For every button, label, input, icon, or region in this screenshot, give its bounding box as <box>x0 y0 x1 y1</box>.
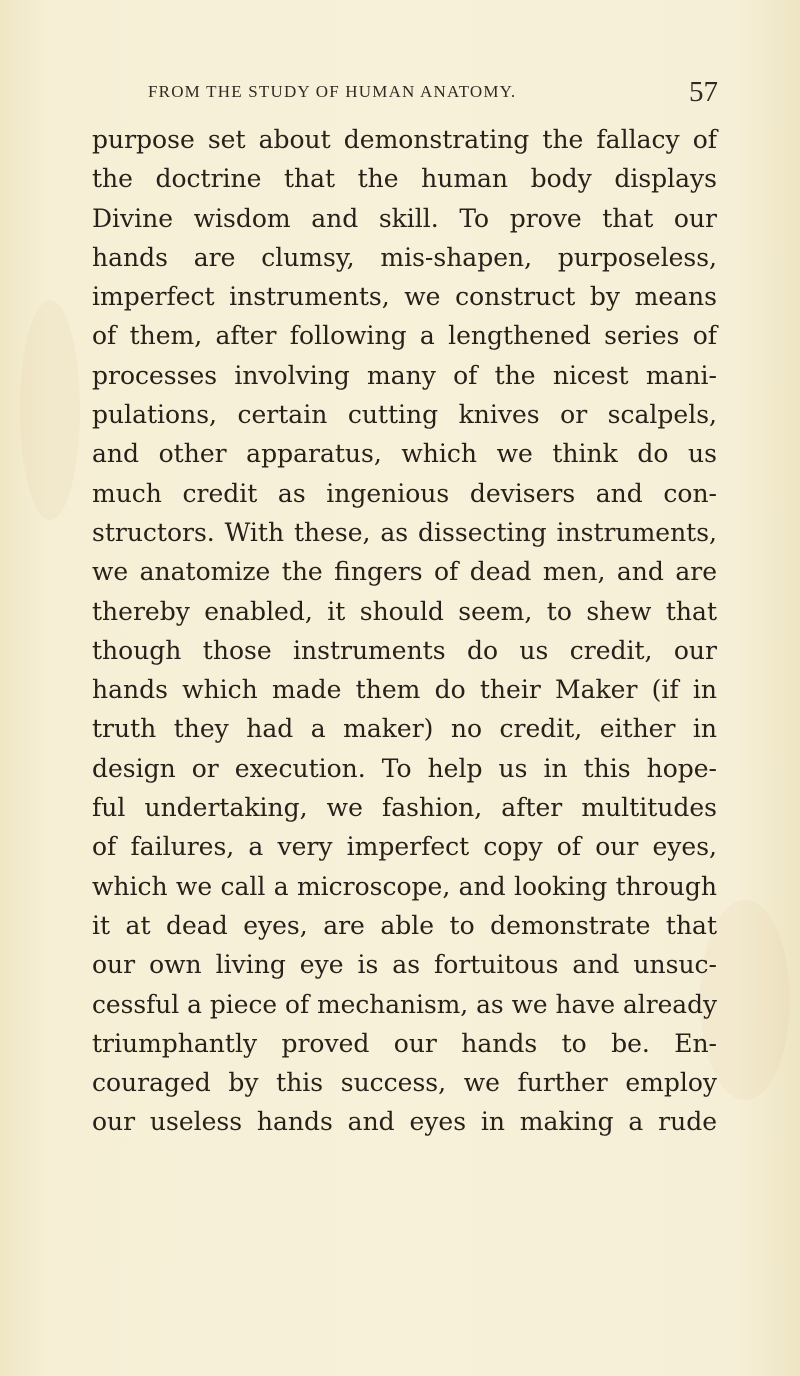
text-line: purpose set about demonstrating the fallacy of <box>92 125 717 154</box>
text-line: imperfect instruments, we construct by means <box>92 282 717 312</box>
text-line: triumphantly proved our hands to be. En- <box>92 1028 717 1058</box>
text-line: our own living eye is as fortuitous and unsuc- <box>92 950 717 980</box>
text-line: thereby enabled, it should seem, to shew that <box>92 596 717 626</box>
paper-stain <box>20 300 80 520</box>
text-line: couraged by this success, we further employ <box>92 1068 717 1098</box>
text-line: design or execution. To help us in this hope- <box>92 753 717 783</box>
text-line: ful undertaking, we fashion, after multitudes <box>92 793 717 823</box>
text-line: we anatomize the fingers of dead men, and are <box>92 557 717 587</box>
text-line: much credit as ingenious devisers and con- <box>92 478 717 508</box>
body-text <box>92 120 717 1142</box>
text-line: pulations, certain cutting knives or scalpels, <box>92 400 717 430</box>
text-line: of failures, a very imperfect copy of our eyes, <box>92 832 717 862</box>
page-number: 57 <box>689 76 718 108</box>
text-line: of them, after following a lengthened series of <box>92 321 717 351</box>
text-line: though those instruments do us credit, our <box>92 635 717 665</box>
text-line: which we call a microscope, and looking through <box>92 871 717 901</box>
text-line: Divine wisdom and skill. To prove that our <box>92 203 717 233</box>
text-line: the doctrine that the human body displays <box>92 164 717 194</box>
text-line: our useless hands and eyes in making a rude <box>92 1107 717 1137</box>
running-head <box>148 78 718 108</box>
text-line: it at dead eyes, are able to demonstrate that <box>92 910 717 940</box>
text-line: cessful a piece of mechanism, as we have already <box>92 989 717 1019</box>
text-line: hands are clumsy, mis-shapen, purposeless, <box>92 242 717 272</box>
text-line: processes involving many of the nicest mani- <box>92 360 717 390</box>
text-line: and other apparatus, which we think do us <box>92 439 717 469</box>
text-line: hands which made them do their Maker (if in <box>92 675 717 705</box>
text-line: structors. With these, as dissecting instruments, <box>92 517 717 547</box>
text-line: truth they had a maker) no credit, either in <box>92 714 717 744</box>
running-title: FROM THE STUDY OF HUMAN ANATOMY. <box>148 82 517 101</box>
